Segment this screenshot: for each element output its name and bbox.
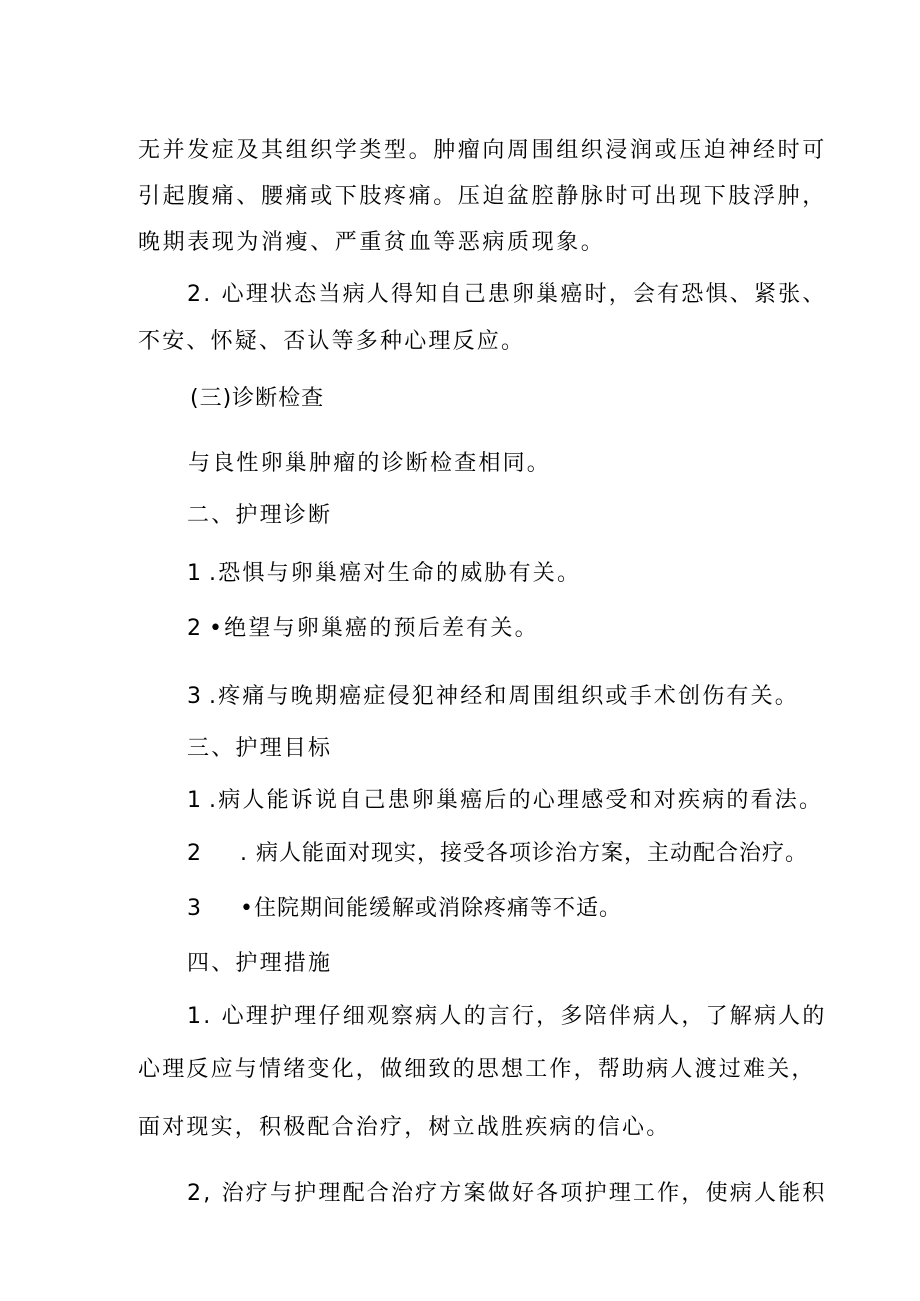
list-item: [187, 682, 799, 712]
list-item: [187, 786, 823, 816]
paragraph-line: 2, 治疗与护理配合治疗方案做好各项护理工作，使病人能积: [187, 1181, 827, 1206]
list-item-text: •绝望与卵巢癌的预后差有关。: [209, 616, 539, 641]
list-item: [187, 559, 581, 589]
paragraph-line: 心理反应与情绪变化，做细致的思想工作，帮助病人渡过难关，: [138, 1057, 816, 1082]
section-heading: 三、护理目标: [187, 736, 333, 761]
list-item-text: .恐惧与卵巢癌对生命的威胁有关。: [209, 561, 582, 586]
list-item-number: 2: [187, 616, 204, 641]
list-item-number: 3: [187, 684, 204, 709]
list-item-number: 3: [187, 896, 202, 921]
list-item-number: 1: [187, 561, 204, 586]
list-item: [187, 894, 622, 924]
list-item-text: .病人能诉说自己患卵巢癌后的心理感受和对疾病的看法。: [209, 788, 824, 813]
section-heading: (三)诊断检查: [190, 386, 325, 411]
list-item-text: . 病人能面对现实，接受各项诊治方案，主动配合治疗。: [240, 841, 808, 866]
list-item: [187, 839, 808, 869]
paragraph-line: 与良性卵巢肿瘤的诊断检查相同。: [188, 451, 552, 476]
paragraph-line: 无并发症及其组织学类型。肿瘤向周围组织浸润或压迫神经时可: [138, 138, 827, 163]
list-item: [187, 614, 539, 644]
paragraph-line: 引起腹痛、腰痛或下肢疼痛。压迫盆腔静脉时可出现下肢浮肿，: [138, 184, 827, 209]
section-heading: 四、护理措施: [187, 951, 333, 976]
paragraph-line: 面对现实，积极配合治疗，树立战胜疾病的信心。: [138, 1115, 671, 1140]
paragraph-line: 不安、怀疑、否认等多种心理反应。: [138, 329, 526, 354]
list-item-text: .疼痛与晚期癌症侵犯神经和周围组织或手术创伤有关。: [209, 684, 799, 709]
list-item-number: 2: [187, 841, 202, 866]
list-item-number: 1: [187, 788, 204, 813]
list-item-text: •住院期间能缓解或消除疼痛等不适。: [240, 896, 622, 921]
paragraph-line: 晚期表现为消瘦、严重贫血等恶病质现象。: [138, 230, 606, 255]
paragraph-line: 2. 心理状态当病人得知自己患卵巢癌时，会有恐惧、紧张、: [187, 282, 827, 307]
paragraph-line: 1. 心理护理仔细观察病人的言行，多陪伴病人，了解病人的: [187, 1004, 827, 1029]
section-heading: 二、护理诊断: [187, 503, 333, 528]
